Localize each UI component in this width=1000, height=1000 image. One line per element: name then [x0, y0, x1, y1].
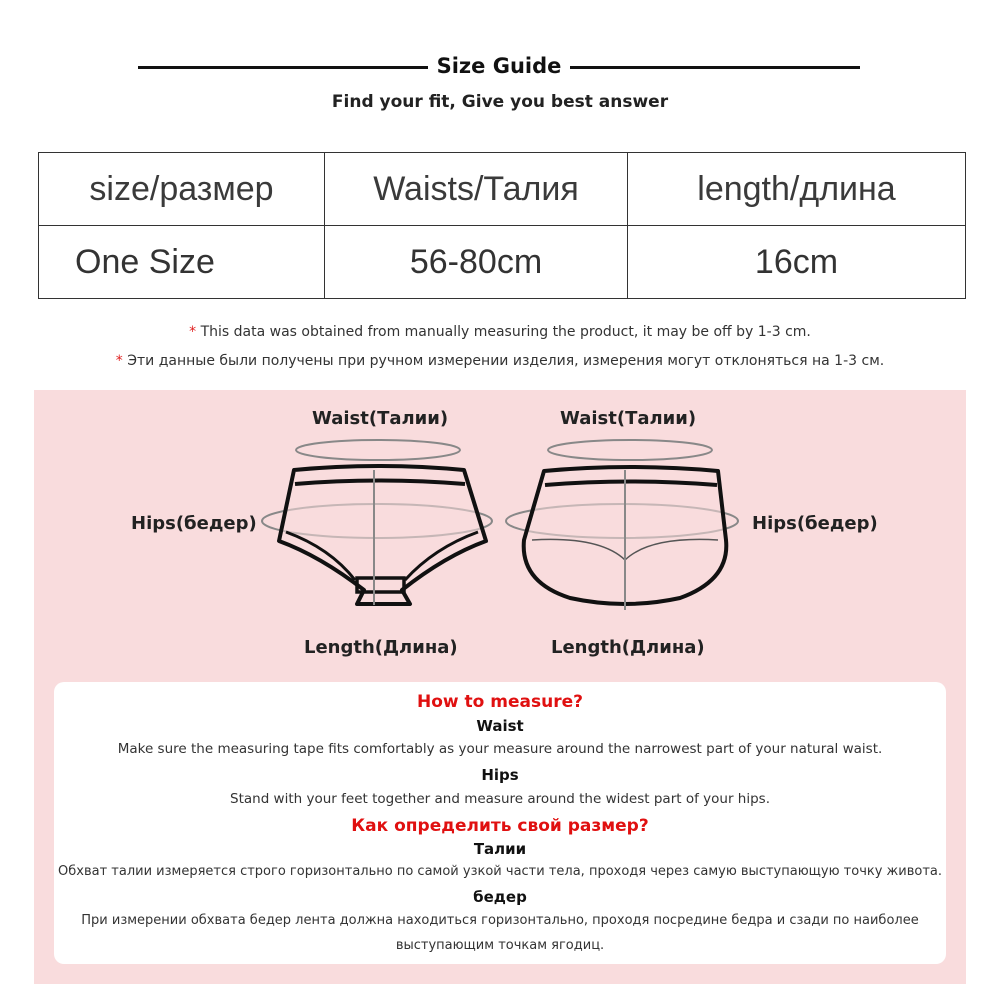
front-length-label: Length(Длина)	[304, 637, 458, 658]
front-waist-label: Waist(Талии)	[312, 408, 449, 429]
cell-size: One Size	[39, 226, 325, 299]
note-text-en: This data was obtained from manually measuring the product, it may be off by 1-3 cm.	[200, 324, 811, 340]
note-star: *	[189, 324, 197, 340]
front-panties-outline	[279, 466, 486, 604]
size-guide-header	[138, 50, 860, 86]
back-hips-label: Hips(бедер)	[752, 513, 878, 534]
header-length: length/длина	[628, 153, 966, 226]
waist-heading-ru: Талии	[473, 840, 527, 858]
hips-heading: Hips	[481, 766, 519, 784]
table-row	[39, 226, 966, 299]
hips-heading-ru: бедер	[473, 888, 527, 906]
header-waist: Waists/Талия	[325, 153, 628, 226]
page-subtitle: Find your fit, Give you best answer	[331, 92, 669, 112]
back-waist-guide	[548, 440, 712, 460]
back-waist-label: Waist(Талии)	[560, 408, 697, 429]
cell-length: 16cm	[628, 226, 966, 299]
header-size: size/размер	[39, 153, 325, 226]
hips-instruction: Stand with your feet together and measure around the widest part of your hips.	[230, 791, 770, 807]
note-star: *	[115, 353, 123, 369]
front-hips-label: Hips(бедер)	[131, 513, 257, 534]
how-to-measure-title-ru: Как определить свой размер?	[351, 816, 649, 836]
waist-heading: Waist	[476, 717, 524, 735]
title-divider-right	[570, 66, 860, 69]
table-header-row	[39, 153, 966, 226]
hips-instruction-ru-line2: выступающим точкам ягодиц.	[395, 938, 605, 953]
note-text-ru: Эти данные были получены при ручном измерении изделия, измерения могут отклоняться на 1-3 см.	[127, 353, 885, 369]
page-title: Size Guide	[436, 54, 562, 78]
measurement-note-ru	[0, 353, 1000, 369]
hips-instruction-ru-line1: При измерении обхвата бедер лента должна находиться горизонтально, проходя посредине бедра и сзади по наиболее	[81, 913, 919, 928]
how-to-measure-title: How to measure?	[417, 692, 583, 712]
waist-instruction-ru: Обхват талии измеряется строго горизонтально по самой узкой части тела, проходя через самую выступающую точку живота.	[58, 864, 942, 879]
waist-instruction: Make sure the measuring tape fits comfortably as your measure around the narrowest part of your natural waist.	[117, 741, 883, 757]
back-view-illustration	[506, 440, 738, 610]
back-length-label: Length(Длина)	[551, 637, 705, 658]
front-waist-guide	[296, 440, 460, 460]
garment-diagram	[250, 430, 750, 630]
size-table	[38, 152, 966, 299]
cell-waist: 56-80cm	[325, 226, 628, 299]
how-to-measure-card	[54, 682, 946, 964]
measurement-note-en	[0, 324, 1000, 340]
front-view-illustration	[262, 440, 492, 605]
